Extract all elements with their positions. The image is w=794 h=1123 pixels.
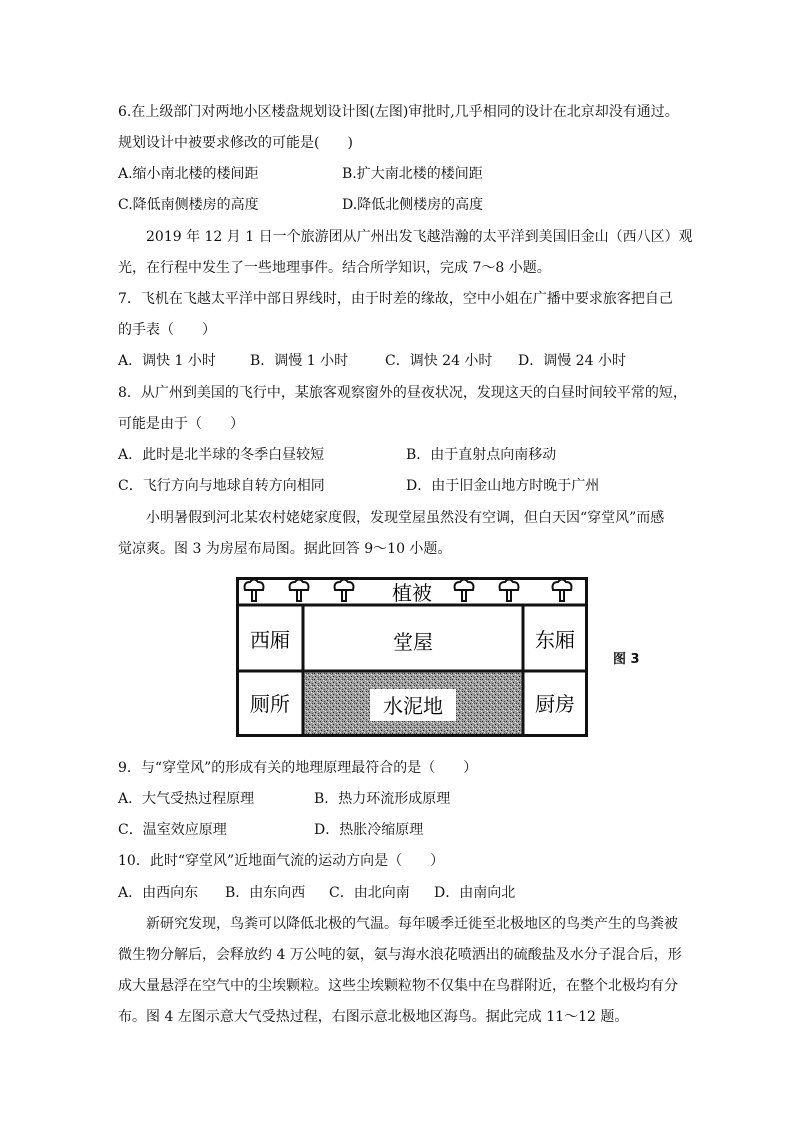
intro910-line1: 小明暑假到河北某农村姥姥家度假，发现堂屋虽然没有空调，但白天因“穿堂风”而感 (146, 510, 665, 526)
intro78-line1: 2019 年 12 月 1 日一个旅游团从广州出发飞越浩瀚的太平洋到美国旧金山（西八区）观 (146, 229, 693, 245)
q8-option-b: B．由于直射点向南移动 (406, 447, 557, 463)
q9-option-d: D．热胀冷缩原理 (314, 822, 424, 838)
q10-stem: 10．此时“穿堂风”近地面气流的运动方向是（ ） (118, 853, 445, 869)
q7-option-c: C．调快 24 小时 (385, 353, 493, 369)
q9-option-a: A．大气受热过程原理 (118, 791, 255, 807)
intro1112-line3: 成大量悬浮在空气中的尘埃颗粒。这些尘埃颗粒物不仅集中在鸟群附近，在整个北极均有分 (118, 978, 678, 994)
q8-stem-line1: 8．从广州到美国的飞行中，某旅客观察窗外的昼夜状况，发现这天的白昼时间较平常的短， (118, 385, 687, 401)
intro1112-line2: 微生物分解后，会释放约 4 万公吨的氨，氨与海水浪花喷洒出的硫酸盐及水分子混合后，形 (118, 947, 682, 963)
q6-stem-line2: 规划设计中被要求修改的可能是( ) (118, 135, 353, 151)
q9-option-c: C．温室效应原理 (118, 822, 227, 838)
q6-option-d: D.降低北侧楼房的高度 (342, 197, 484, 213)
kitchen-label: 厨房 (535, 692, 575, 716)
q9-option-b: B．热力环流形成原理 (314, 791, 451, 807)
intro1112-line4: 布。图 4 左图示意大气受热过程，右图示意北极地区海鸟。据此完成 11～12 题。 (118, 1009, 629, 1025)
q10-option-d: D．由南向北 (434, 885, 516, 901)
q10-option-c: C．由北向南 (329, 885, 410, 901)
q7-stem-line1: 7．飞机在飞越太平洋中部日界线时，由于时差的缘故，空中小姐在广播中要求旅客把自己 (118, 291, 673, 307)
toilet-label: 厕所 (250, 692, 290, 716)
west-wing-label: 西厢 (250, 628, 290, 652)
east-wing-label: 东厢 (535, 628, 575, 652)
q7-option-b: B．调慢 1 小时 (250, 353, 349, 369)
q6-option-a: A.缩小南北楼的楼间距 (118, 166, 259, 182)
q10-option-a: A．由西向东 (118, 885, 199, 901)
cement-ground-label: 水泥地 (383, 694, 443, 718)
intro1112-line1: 新研究发现，鸟粪可以降低北极的气温。每年暖季迁徙至北极地区的鸟类产生的鸟粪被 (146, 916, 678, 932)
q6-option-c: C.降低南侧楼房的高度 (118, 197, 259, 213)
intro78-line2: 光，在行程中发生了一些地理事件。结合所学知识，完成 7～8 小题。 (118, 260, 551, 276)
q6-stem-line1: 6.在上级部门对两地小区楼盘规划设计图(左图)审批时,几乎相同的设计在北京却没有通过。 (118, 104, 679, 120)
q8-option-c: C．飞行方向与地球自转方向相同 (118, 478, 325, 494)
q7-option-a: A．调快 1 小时 (118, 353, 216, 369)
q8-option-d: D．由于旧金山地方时晚于广州 (406, 478, 600, 494)
q10-option-b: B．由东向西 (225, 885, 306, 901)
q9-stem: 9．与“穿堂风”的形成有关的地理原理最符合的是（ ） (118, 760, 478, 776)
q8-stem-line2: 可能是由于（ ） (118, 416, 244, 432)
intro910-line2: 觉凉爽。图 3 为房屋布局图。据此回答 9～10 小题。 (118, 541, 452, 557)
figure3-house-layout (236, 577, 588, 737)
q7-option-d: D．调慢 24 小时 (518, 353, 626, 369)
vegetation-label: 植被 (392, 581, 432, 605)
q6-option-b: B.扩大南北楼的楼间距 (342, 166, 483, 182)
main-hall-label: 堂屋 (393, 630, 433, 654)
figure3-caption: 图 3 (613, 652, 640, 667)
q7-stem-line2: 的手表（ ） (118, 322, 216, 338)
q8-option-a: A．此时是北半球的冬季白昼较短 (118, 447, 325, 463)
